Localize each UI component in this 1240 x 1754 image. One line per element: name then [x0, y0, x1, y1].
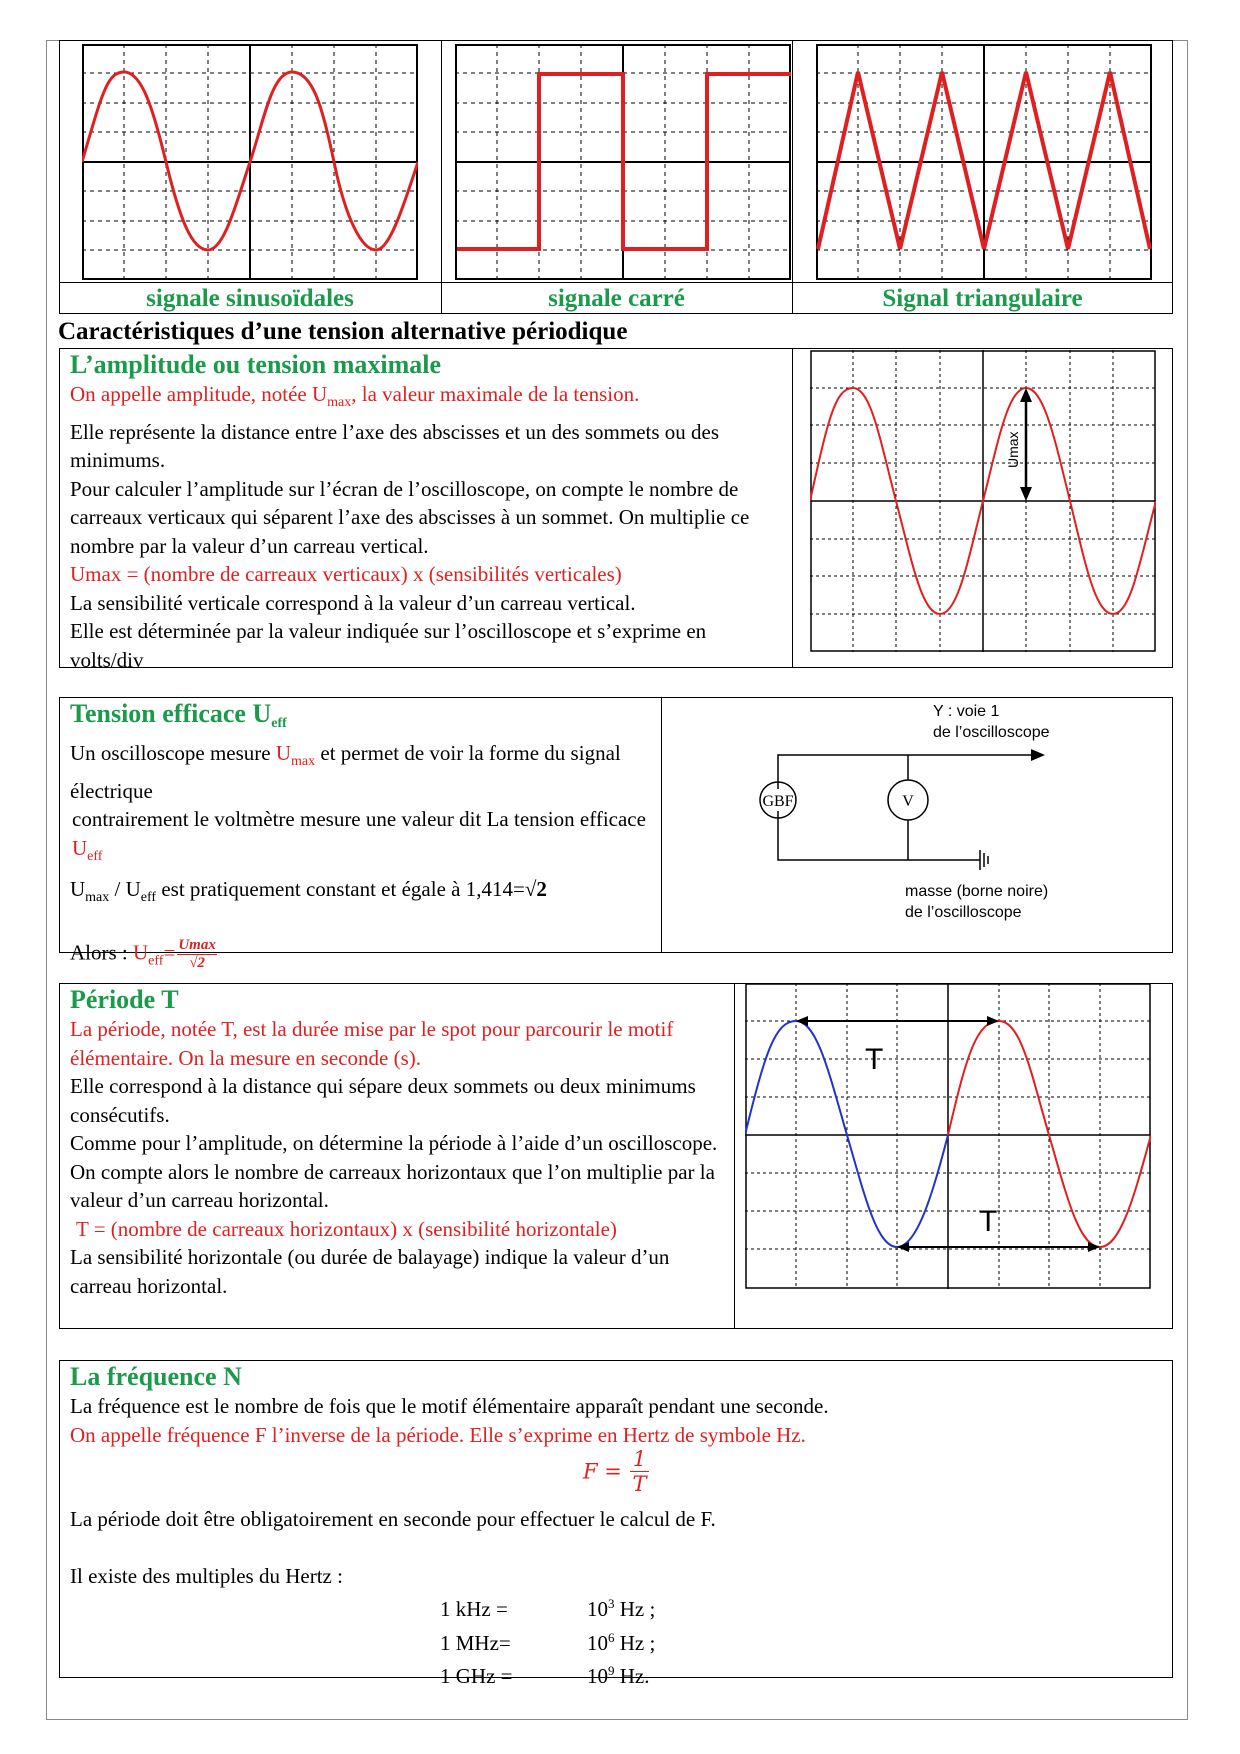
- multiple-row: 1 $MHz= 10^6$ Hz ;: [440, 1629, 656, 1655]
- effective-p2: contrairement le voltmètre mesure une valeur dit La tension efficace $U_{eff}$: [72, 807, 646, 864]
- amplitude-title: L’amplitude ou tension maximale: [70, 350, 442, 379]
- circuit-diagram: [745, 700, 1075, 925]
- period-p2: Comme pour l’amplitude, on détermine la période à l’aide d’un oscilloscope.: [70, 1131, 718, 1155]
- frequency-definition: On appelle fréquence F l’inverse de la période. Elle s’exprime en Hertz de symbole Hz.: [70, 1422, 806, 1447]
- ueff-fraction: $\frac{Umax}{√2}$: [178, 936, 216, 971]
- period-text: [70, 985, 730, 1300]
- frequency-p1: La fréquence est le nombre de fois que le motif élémentaire apparaît pendant une seconde.: [70, 1394, 829, 1418]
- frequency-title: La fréquence N: [70, 1362, 242, 1391]
- frequency-p2: La période doit être obligatoirement en seconde pour effectuer le calcul de F.: [70, 1507, 716, 1531]
- period-p1: Elle correspond à la distance qui sépare deux sommets ou deux minimums consécutifs.: [70, 1074, 696, 1127]
- masse-label-a: masse (borne noire): [905, 883, 1049, 900]
- multiple-row: 1 kHz = $10^3$ Hz ;: [440, 1596, 656, 1621]
- effective-formula: Alors : $U_{eff}=$ $\frac{Umax}{√2}$: [70, 936, 216, 971]
- triangle-signal-scope: [816, 44, 1152, 280]
- square-signal-scope: [455, 44, 791, 280]
- period-p3: On compte alors le nombre de carreaux horizontaux que l’on multiplie par la valeur d’un carreau horizontal.: [70, 1159, 715, 1212]
- frequency-formula: F = $\frac{1}{T}$: [583, 1447, 649, 1503]
- amplitude-scope: [810, 350, 1156, 652]
- umax-label: Umax: [1005, 431, 1021, 468]
- effective-ratio: $U_{max} / U_{eff}$ est pratiquement constant et égale à 1,414=√2: [70, 877, 547, 905]
- period-scope: [745, 983, 1151, 1289]
- amplitude-p1: Elle représente la distance entre l’axe des abscisses et un des sommets ou des minimums.: [70, 419, 720, 472]
- frequency-p3: Il existe des multiples du Hertz :: [70, 1564, 343, 1588]
- amplitude-definition: On appelle amplitude, notée $U_{max}$, la valeur maximale de la tension.: [70, 382, 640, 410]
- effective-title: Tension efficace $U_{eff}$: [70, 699, 287, 731]
- hertz-multiples: [440, 1590, 655, 1691]
- amplitude-p3: La sensibilité verticale correspond à la valeur d’un carreau vertical.: [70, 590, 636, 615]
- amplitude-text: [70, 350, 782, 674]
- effective-text: [70, 699, 655, 975]
- period-formula: T = (nombre de carreaux horizontaux) x (sensibilité horizontale): [76, 1216, 617, 1241]
- voltmeter-label: V: [902, 793, 914, 810]
- sine-label: signale sinusoïdales: [146, 285, 354, 312]
- masse-label-b: de l’oscilloscope: [905, 904, 1022, 921]
- voie1-label-a: Y : voie 1: [933, 703, 1000, 720]
- sine-signal-scope: [82, 44, 418, 280]
- period-title: Période T: [70, 985, 179, 1014]
- period-definition: La période, notée T, est la durée mise par le spot pour parcourir le motif élémentaire. On la mesure en seconde (s).: [70, 1017, 674, 1070]
- multiple-row: 1 GHz = $10^9$ Hz.: [440, 1663, 650, 1688]
- voie1-label-b: de l’oscilloscope: [933, 724, 1050, 741]
- amplitude-p4: Elle est déterminée par la valeur indiquée sur l’oscilloscope et s’exprime en volts/div: [70, 619, 707, 672]
- triangle-label: Signal triangulaire: [882, 285, 1083, 312]
- effective-p1: Un oscilloscope mesure $U_{max}$ et permet de voir la forme du signal électrique: [70, 741, 621, 803]
- frequency-text: [70, 1362, 1165, 1449]
- square-label: signale carré: [548, 285, 685, 312]
- amplitude-formula: Umax = (nombre de carreaux verticaux) x (sensibilités verticales): [70, 562, 622, 586]
- period-label-bottom: T: [979, 1205, 998, 1238]
- period-label-top: T: [865, 1043, 884, 1076]
- period-p4: La sensibilité horizontale (ou durée de balayage) indique la valeur d’un carreau horizontal.: [70, 1245, 670, 1298]
- section-title: Caractéristiques d’une tension alternative périodique: [58, 318, 628, 345]
- amplitude-p2: Pour calculer l’amplitude sur l’écran de l’oscilloscope, on compte le nombre de carreaux verticaux qui séparent l’axe des abscisses à un sommet. On multiplie ce nombre par la valeur d’un carreau vertical.: [70, 476, 750, 558]
- gbf-label: GBF: [762, 793, 794, 810]
